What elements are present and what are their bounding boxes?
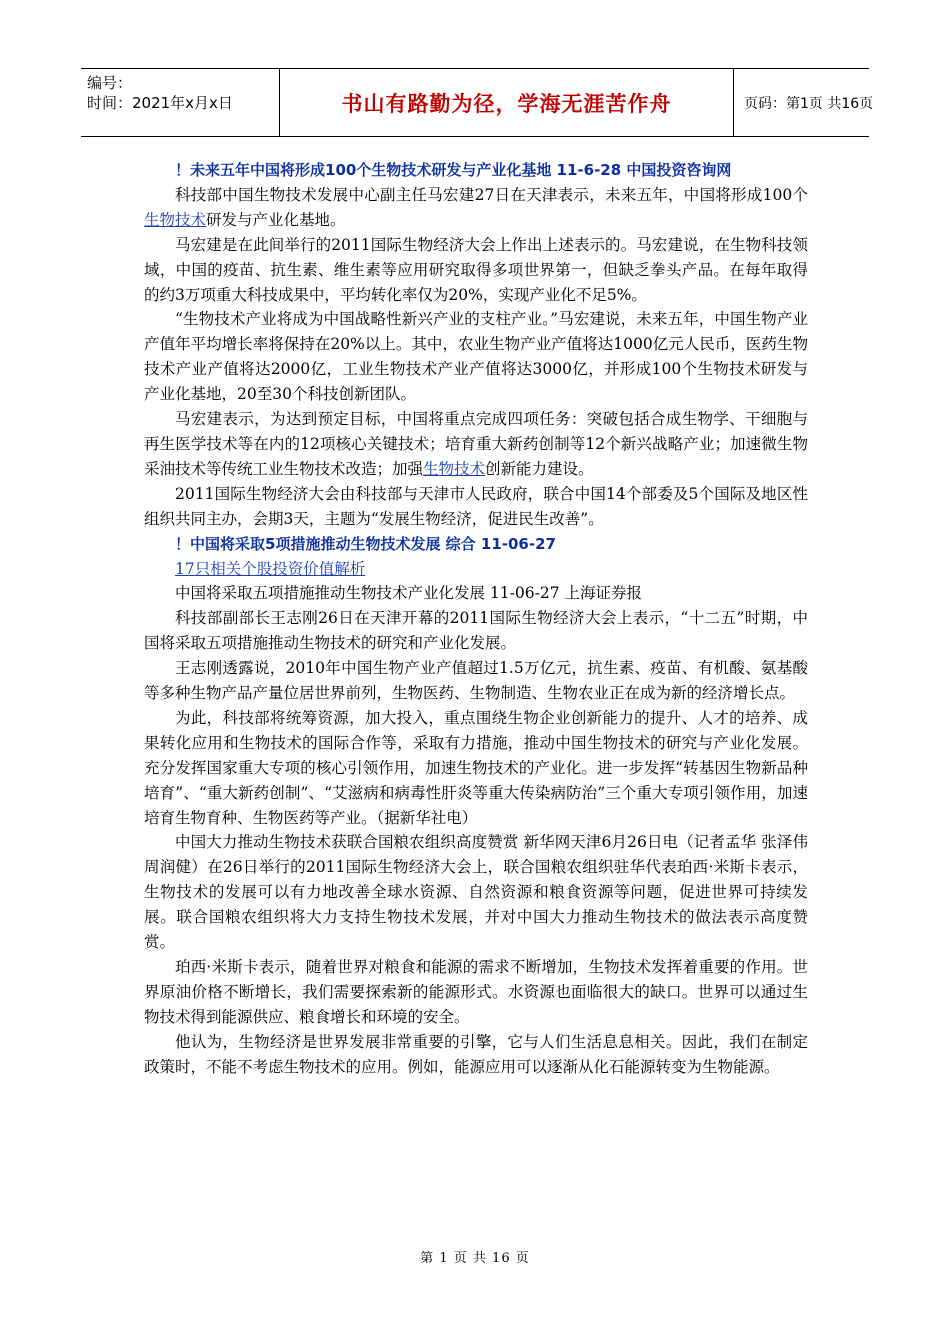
paragraph-text: 马宏建表示，为达到预定目标，中国将重点完成四项任务：突破包括合成生物学、干细胞与再生医学技术等在内的12项核心关键技术；培育重大新药创制等12个新兴战略产业；加速微生物采油技术等传统工业生物技术改造；加强	[144, 410, 808, 478]
article-1-title: ！未来五年中国将形成100个生物技术研发与产业化基地 11-6-28 中国投资咨询网	[175, 161, 732, 179]
doc-date-label: 时间：2021年x月x日	[87, 94, 233, 112]
biotech-link[interactable]: 生物技术	[144, 210, 207, 229]
article-1-paragraph	[144, 183, 808, 233]
header-meta	[81, 69, 280, 136]
article-2-subtitle: 中国将采取五项措施推动生物技术产业化发展 11-06-27 上海证券报	[175, 584, 642, 603]
page-footer: 第 1 页 共 16 页	[420, 1251, 530, 1266]
doc-number-label: 编号：	[87, 74, 133, 92]
article-1-paragraph: 马宏建是在此间举行的2011国际生物经济大会上作出上述表示的。马宏建说，在生物科技领域，中国的疫苗、抗生素、维生素等应用研究取得多项世界第一，但缺乏拳头产品。在每年取得的约3万项重大科技成果中，平均转化率仅为20%，实现产业化不足5%。	[144, 235, 808, 304]
article-1-paragraph: “生物技术产业将成为中国战略性新兴产业的支柱产业。”马宏建说，未来五年，中国生物产业产值年平均增长率将保持在20%以上。其中，农业生物产业产值将达1000亿元人民币，医药生物技术产业产值将达2000亿，工业生物技术产业产值将达3000亿，并形成100个生物技术研发与产业化基地，20至30个科技创新团队。	[144, 310, 808, 404]
page-header	[81, 68, 874, 137]
article-2-link-row	[144, 557, 808, 582]
article-2-paragraph: 王志刚透露说，2010年中国生物产业产值超过1.5万亿元，抗生素、疫苗、有机酸、氨基酸等多种生物产品产量位居世界前列，生物医药、生物制造、生物农业正在成为新的经济增长点。	[144, 659, 808, 703]
article-2-paragraph: 为此，科技部将统筹资源，加大投入，重点围绕生物企业创新能力的提升、人才的培养、成果转化应用和生物技术的国际合作等，采取有力措施，推动中国生物技术的研究与产业化发展。充分发挥国家重大专项的核心引领作用，加速生物技术的产业化。进一步发挥“转基因生物新品种培育”、“重大新药创制”、“艾滋病和病毒性肝炎等重大传染病防治”三个重大专项引领作用，加速培育生物育种、生物医药等产业。（据新华社电）	[144, 708, 808, 827]
paragraph-text: 研发与产业化基地。	[206, 210, 346, 229]
article-2-paragraph: 中国大力推动生物技术获联合国粮农组织高度赞赏 新华网天津6月26日电（记者孟华 张泽伟 周润健）在26日举行的2011国际生物经济大会上，联合国粮农组织驻华代表珀西·米斯卡表示，生物技术的发展可以有力地改善全球水资源、自然资源和粮食资源等问题，促进世界可持续发展。联合国粮农组织将大力支持生物技术发展，并对中国大力推动生物技术的做法表示高度赞赏。	[144, 833, 808, 952]
article-1-paragraph: 2011国际生物经济大会由科技部与天津市人民政府，联合中国14个部委及5个国际及地区性组织共同主办，会期3天，主题为“发展生物经济，促进民生改善”。	[144, 484, 808, 528]
article-2-title: ！中国将采取5项措施推动生物技术发展 综合 11-06-27	[175, 534, 556, 553]
header-motto: 书山有路勤为径，学海无涯苦作舟	[280, 69, 734, 136]
stock-analysis-link[interactable]: 17只相关个股投资价值解析	[175, 559, 366, 578]
document-body	[144, 158, 808, 1080]
paragraph-text: 科技部中国生物技术发展中心副主任马宏建27日在天津表示，未来五年，中国将形成100个	[175, 185, 808, 204]
article-2-paragraph: 科技部副部长王志刚26日在天津开幕的2011国际生物经济大会上表示，“十二五”时期，中国将采取五项措施推动生物技术的研究和产业化发展。	[144, 609, 808, 653]
biotech-link[interactable]: 生物技术	[423, 459, 486, 478]
paragraph-text: 创新能力建设。	[485, 459, 594, 478]
article-1-paragraph	[144, 407, 808, 482]
header-page-info: 页码：第1页 共16页	[744, 95, 874, 112]
article-2-paragraph: 珀西·米斯卡表示，随着世界对粮食和能源的需求不断增加，生物技术发挥着重要的作用。世界原油价格不断增长，我们需要探索新的能源形式。水资源也面临很大的缺口。世界可以通过生物技术得到能源供应、粮食增长和环境的安全。	[144, 958, 808, 1026]
article-2-paragraph: 他认为，生物经济是世界发展非常重要的引擎，它与人们生活息息相关。因此，我们在制定政策时，不能不考虑生物技术的应用。例如，能源应用可以逐渐从化石能源转变为生物能源。	[144, 1032, 808, 1076]
